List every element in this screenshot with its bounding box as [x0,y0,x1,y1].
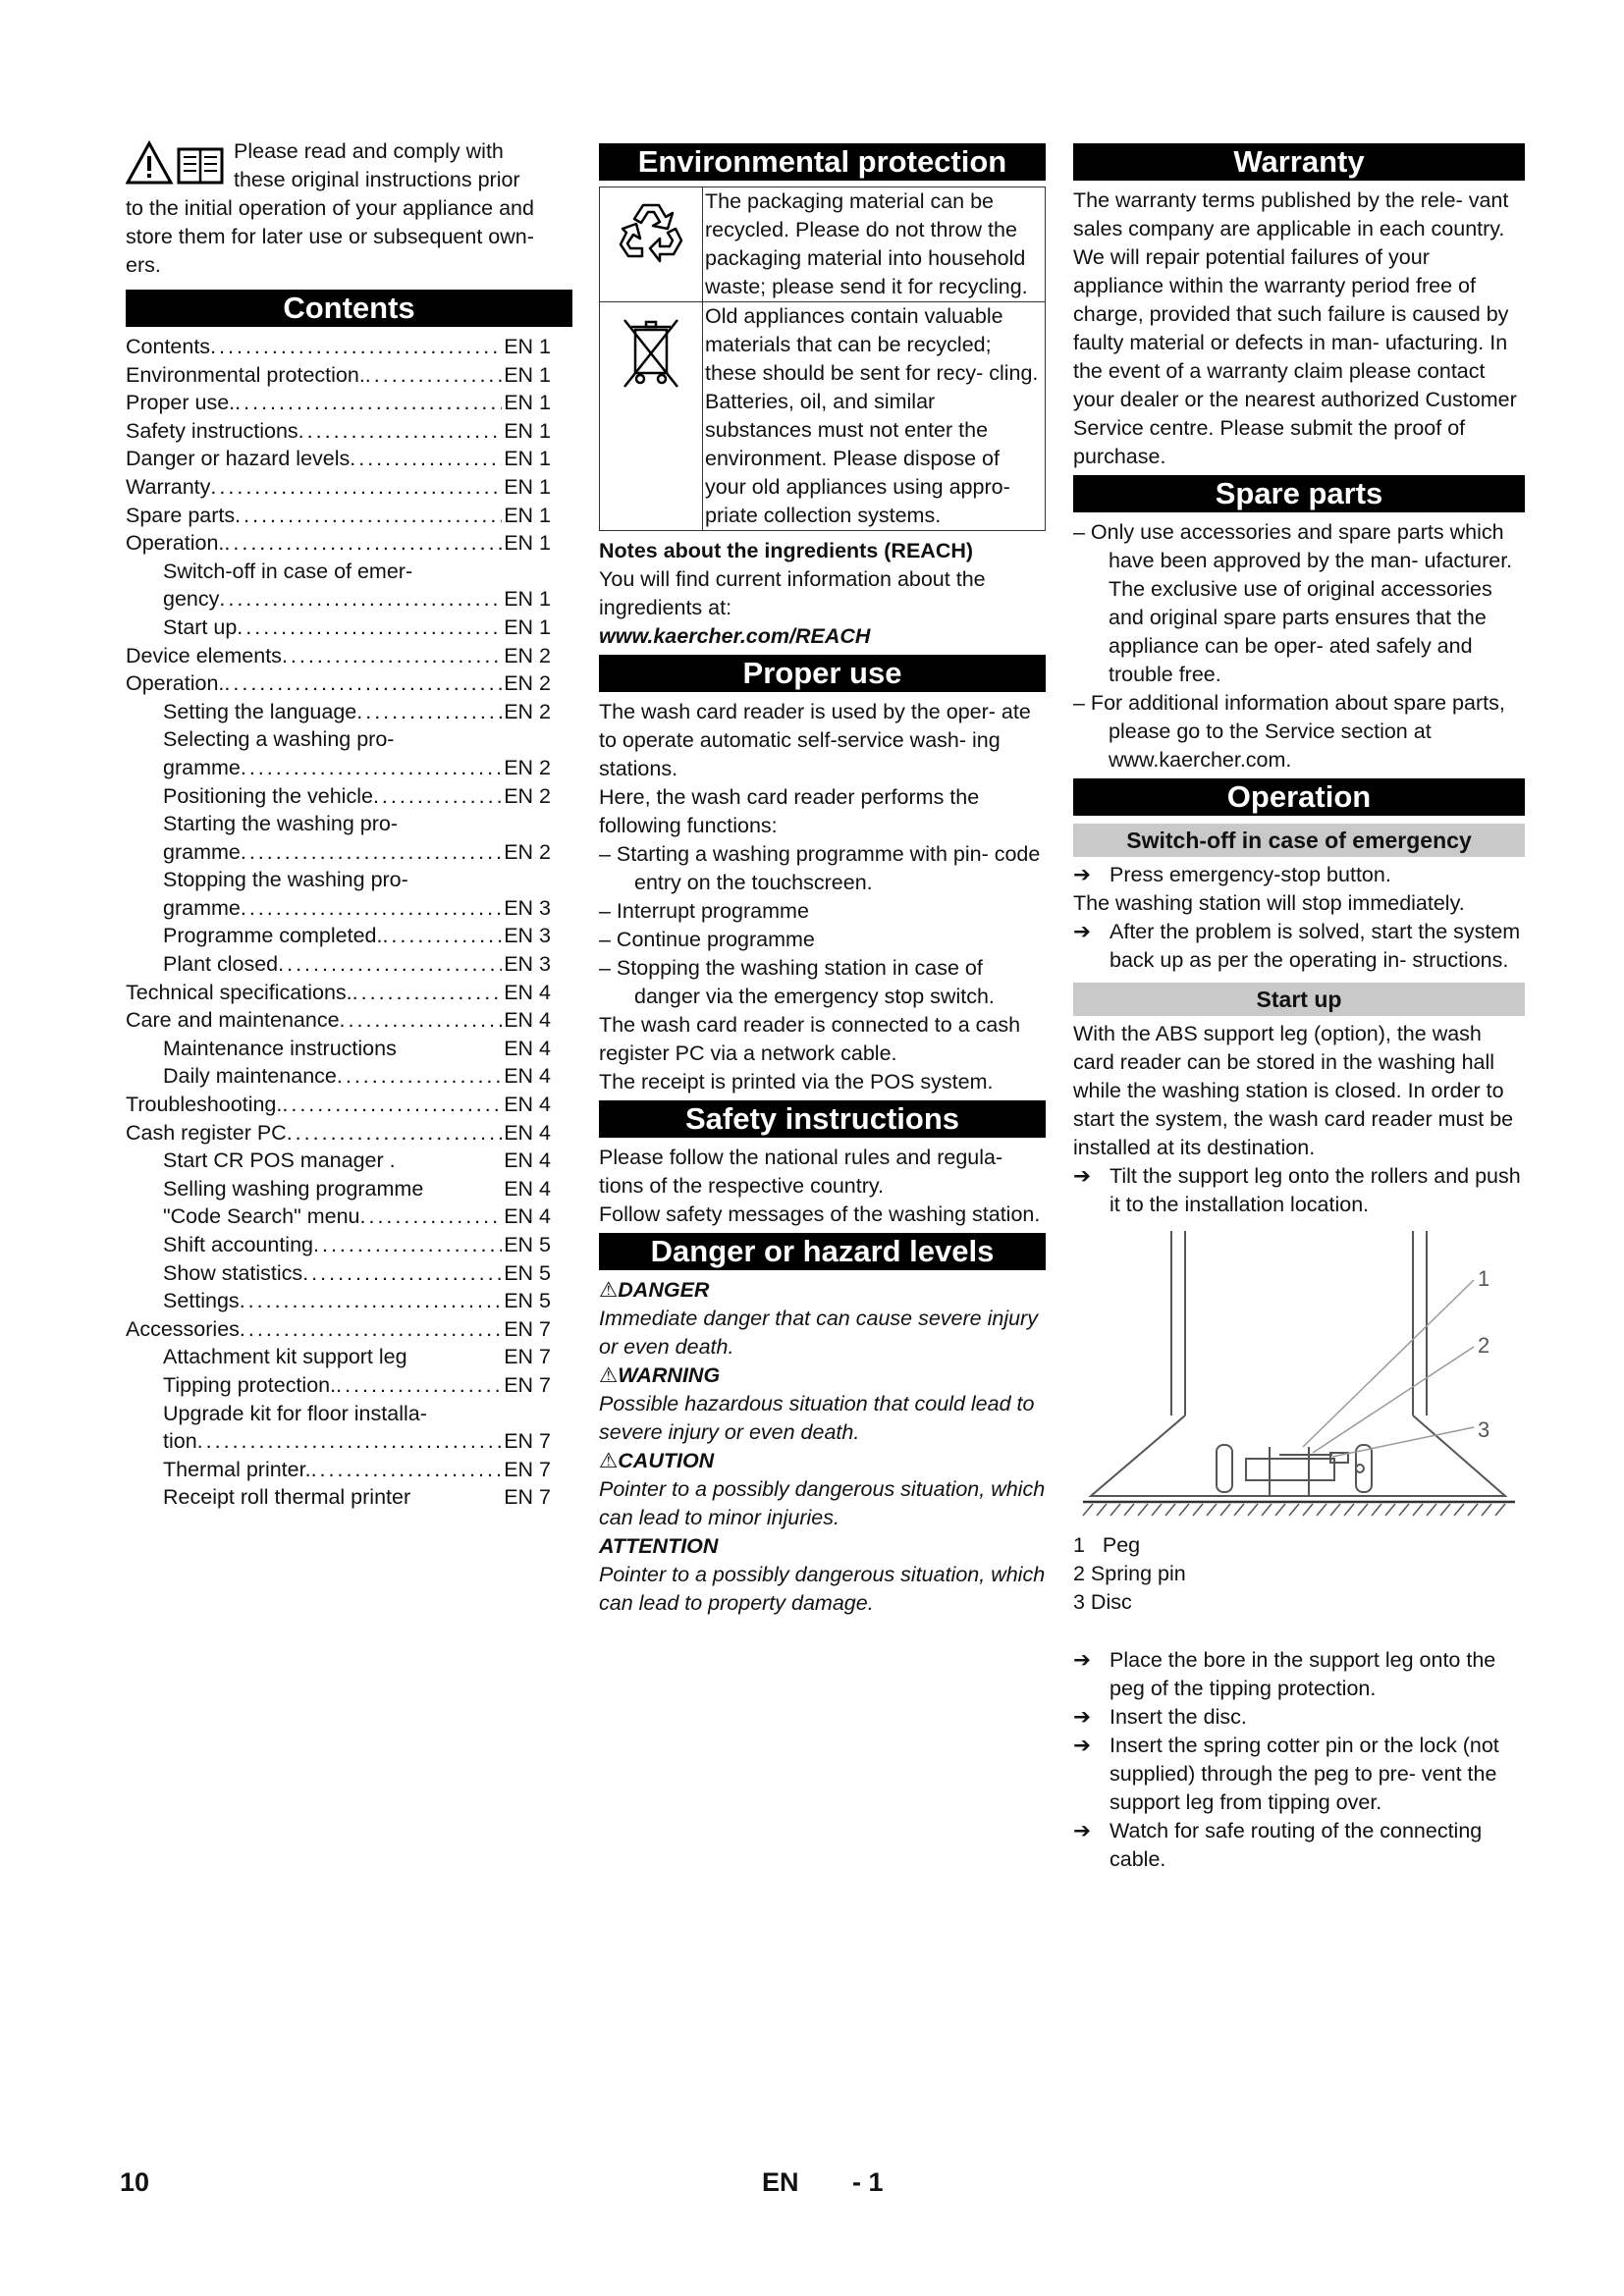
toc-entry-page: EN 7 [504,1345,551,1369]
arrow-icon: ➔ [1073,1164,1092,1188]
toc-entry[interactable] [126,1202,572,1231]
danger-text: Immediate danger that can cause severe injury or even death. [599,1307,1038,1359]
warning-label: ⚠WARNING [599,1363,721,1387]
toc-entry-page: EN 1 [504,587,551,612]
toc-leader-dots [197,1427,503,1456]
install-step: ➔ Insert the spring cotter pin or the lock (not supplied) through the peg to pre- vent the support leg from tipping over. [1073,1734,1499,1814]
toc-entry-page: EN 1 [504,391,551,415]
toc-entry[interactable] [126,389,572,417]
toc-entry[interactable] [126,669,572,698]
toc-entry-label: Spare parts [126,503,236,527]
proper-use-p2: Here, the wash card reader performs the following functions: [599,785,980,837]
footer-section: - 1 [852,2167,884,2197]
toc-entry[interactable] [126,698,572,726]
arrow-icon: ➔ [1073,1734,1092,1757]
reach-heading: Notes about the ingredients (REACH) [599,539,974,562]
toc-leader-dots [224,669,502,698]
proper-use-p1: The wash card reader is used by the oper- ate to operate automatic self-service wash- ing stations. [599,700,1031,780]
toc-entry[interactable] [126,1371,572,1400]
toc-entry[interactable] [126,1091,572,1119]
toc-entry-continued[interactable]: Stopping the washing pro- [163,868,408,892]
toc-leader-dots [210,473,502,502]
toc-entry-page: EN 1 [504,474,551,499]
toc-entry-label: Receipt roll thermal printer [163,1485,411,1510]
operation-heading: Operation [1073,778,1525,816]
startup-subheading: Start up [1073,983,1525,1016]
toc-entry-continued[interactable]: Selecting a washing pro- [163,727,395,752]
toc-entry-page: EN 1 [504,335,551,358]
toc-entry-label: Troubleshooting. [126,1093,283,1117]
toc-entry-page: EN 2 [504,755,551,779]
proper-use-p3: The wash card reader is connected to a cash register PC via a network cable. [599,1013,1021,1065]
toc-entry[interactable] [126,473,572,502]
toc-entry[interactable] [126,1035,572,1063]
toc-entry[interactable] [126,1119,572,1148]
toc-entry-page: EN 3 [504,895,551,920]
toc-entry-label: Care and maintenance [126,1008,340,1033]
arrow-icon: ➔ [1073,863,1092,886]
toc-entry-page: EN 5 [504,1260,551,1285]
toc-entry[interactable] [126,1287,572,1315]
caution-label: ⚠CAUTION [599,1449,715,1472]
warning-book-icon [126,139,234,188]
toc-entry-page: EN 4 [504,1148,551,1173]
arrow-icon: ➔ [1073,1705,1092,1729]
toc-entry-page: EN 4 [504,1176,551,1201]
toc-entry-label: Operation. [126,531,225,556]
callout-2: 2 [1478,1333,1490,1358]
toc-entry-page: EN 4 [504,1120,551,1145]
toc-leader-dots [302,1259,502,1288]
arrow-icon: ➔ [1073,1819,1092,1842]
toc-leader-dots [373,782,502,811]
toc-entry-label: gramme [163,755,241,779]
toc-entry[interactable] [126,1062,572,1091]
toc-entry-label: Plant closed [163,952,279,977]
toc-entry[interactable] [126,361,572,390]
toc-entry[interactable] [126,1315,572,1344]
toc-leader-dots [240,1287,503,1315]
figure-legend [1073,1531,1525,1617]
toc-entry-label: Tipping protection. [163,1372,337,1397]
toc-entry[interactable] [126,1175,572,1203]
toc-entry-label: Attachment kit support leg [163,1345,407,1369]
toc-entry[interactable] [126,1456,572,1484]
support-leg-drawing [1073,1231,1519,1525]
footer-language: EN [762,2167,799,2197]
toc-entry[interactable] [126,1231,572,1259]
spare-parts-item: – For additional information about spare parts, please go to the Service section at www.kaercher.com. [1073,691,1505,772]
startup-text: With the ABS support leg (option), the wash card reader can be stored in the washing hall while the washing station is closed. In order to start the system, the wash card reader must be installed at its destination. [1073,1022,1514,1159]
toc-entry-label: gramme [163,895,241,920]
emergency-step: ➔ Press emergency-stop button. [1073,861,1525,889]
toc-leader-dots [235,502,502,530]
toc-leader-dots [365,361,502,390]
toc-leader-dots [237,614,502,642]
toc-leader-dots [350,445,502,473]
proper-use-item: – Continue programme [599,928,815,951]
toc-entry-page: EN 7 [504,1429,551,1454]
toc-leader-dots [241,754,502,782]
safety-p1: Please follow the national rules and regula- tions of the respective country. [599,1146,1003,1198]
intro-block [126,137,572,280]
safety-heading: Safety instructions [599,1100,1046,1138]
column-right [1073,137,1525,1874]
warning-text: Possible hazardous situation that could lead to severe injury or even death. [599,1392,1035,1444]
toc-entry[interactable] [126,838,572,867]
proper-use-item: – Stopping the washing station in case of danger via the emergency stop switch. [599,956,995,1008]
warranty-text: The warranty terms published by the rele- vant sales company are applicable in each country. We will repair potential failures of your appliance within the warranty period free of charge, provided that such failure is caused by faulty material or defects in man- ufacturing. In the event of a warranty claim please contact your dealer or the nearest authorized Customer Service centre. Please submit the proof of purchase. [1073,188,1517,468]
toc-leader-dots [356,698,502,726]
attention-text: Pointer to a possibly dangerous situation, which can lead to property damage. [599,1563,1046,1615]
intro-icons [126,139,234,188]
env-row-disposal [600,302,1045,530]
toc-entry[interactable] [126,979,572,1007]
toc-leader-dots [282,1091,502,1119]
install-step: ➔ Place the bore in the support leg onto the peg of the tipping protection. [1073,1648,1496,1700]
toc-entry-page: EN 2 [504,839,551,864]
toc-entry-label: Start CR POS manager . [163,1148,396,1173]
toc-entry-continued[interactable]: Upgrade kit for floor installa- [163,1401,427,1425]
contents-heading: Contents [126,290,572,327]
toc-entry[interactable] [126,585,572,614]
proper-use-heading: Proper use [599,655,1046,692]
environmental-table [599,187,1046,531]
env-recycling-text: The packaging material can be recycled. Please do not throw the packaging material into household waste; please send it for recycling. [705,189,1028,298]
toc-entry-page: EN 4 [504,1008,551,1033]
toc-entry-label: Maintenance instructions [163,1036,397,1060]
toc-entry-page: EN 4 [504,1204,551,1229]
toc-entry-continued[interactable]: Switch-off in case of emer- [163,559,413,583]
toc-entry[interactable] [126,333,572,361]
attention-label: ATTENTION [599,1534,719,1558]
page-number: 10 [120,2167,150,2197]
toc-entry-label: Thermal printer. [163,1457,311,1481]
toc-leader-dots [241,894,502,923]
toc-leader-dots [287,1119,502,1148]
toc-entry[interactable] [126,614,572,642]
toc-entry-page: EN 1 [504,447,551,471]
toc-entry-label: "Code Search" menu [163,1204,360,1229]
toc-entry-label: Contents [126,335,211,358]
toc-entry-label: gramme [163,839,241,864]
toc-entry-page: EN 4 [504,980,551,1004]
recycle-icon [600,187,703,301]
safety-p2: Follow safety messages of the washing station. [599,1202,1041,1226]
toc-entry-label: Start up [163,614,238,639]
toc-entry-label: Daily maintenance [163,1064,337,1089]
environmental-heading: Environmental protection [599,143,1046,181]
column-left [126,137,572,1512]
toc-entry-label: Settings [163,1289,240,1313]
toc-entry-page: EN 2 [504,671,551,696]
toc-entry-label: Technical specifications. [126,980,352,1004]
toc-entry[interactable] [126,1259,572,1288]
toc-entry[interactable] [126,529,572,558]
toc-entry-label: Cash register PC [126,1120,287,1145]
toc-entry-page: EN 1 [504,418,551,443]
toc-leader-dots [352,979,503,1007]
toc-leader-dots [278,950,502,979]
startup-step: ➔ Tilt the support leg onto the rollers and push it to the installation location. [1073,1164,1521,1216]
toc-entry[interactable] [126,642,572,670]
toc-entry-page: EN 7 [504,1457,551,1481]
spare-parts-heading: Spare parts [1073,475,1525,512]
toc-entry-label: Device elements [126,643,282,667]
toc-entry[interactable] [126,1427,572,1456]
toc-entry-label: Positioning the vehicle [163,783,373,808]
toc-entry[interactable] [126,1006,572,1035]
toc-entry-label: Accessories [126,1316,240,1341]
emergency-text: The washing station will stop immediately. [1073,891,1465,915]
toc-entry-page: EN 2 [504,643,551,667]
toc-entry-label: gency [163,587,220,612]
toc-leader-dots [337,1062,502,1091]
emergency-step: ➔ After the problem is solved, start the system back up as per the operating in- structions. [1073,920,1521,972]
toc-leader-dots [219,585,502,614]
toc-entry-page: EN 1 [504,362,551,387]
callout-1: 1 [1478,1266,1490,1291]
toc-entry-page: EN 3 [504,924,551,948]
spare-parts-item: – Only use accessories and spare parts which have been approved by the man- ufacturer. The exclusive use of original accessories and original spare parts ensures that the appliance can be oper- ated safely and trouble free. [1073,520,1513,686]
callout-3: 3 [1478,1417,1490,1442]
intro-rest: to the initial operation of your appliance and store them for later use or subsequent own- ers. [126,196,534,277]
toc-entry-label: Setting the language [163,699,357,723]
toc-entry-page: EN 3 [504,952,551,977]
crossed-bin-icon [600,302,703,530]
column-middle [599,137,1046,1618]
legend-item: 1 Peg [1073,1533,1141,1557]
toc-entry-page: EN 5 [504,1289,551,1313]
caution-text: Pointer to a possibly dangerous situation, which can lead to minor injuries. [599,1477,1046,1529]
toc-entry-page: EN 2 [504,699,551,723]
toc-entry-page: EN 4 [504,1064,551,1089]
toc-leader-dots [360,1202,503,1231]
toc-entry-page: EN 4 [504,1093,551,1117]
toc-entry[interactable] [126,445,572,473]
proper-use-item: – Starting a washing programme with pin- code entry on the touchscreen. [599,842,1041,894]
toc-leader-dots [240,1315,502,1344]
intro-line2: these original instructions prior [234,168,520,191]
toc-entry-label: Programme completed. [163,924,383,948]
toc-leader-dots [298,417,503,446]
toc-entry[interactable] [126,922,572,950]
toc-entry-label: Selling washing programme [163,1176,424,1201]
toc-entry-label: Environmental protection. [126,362,365,387]
legend-item: 3 Disc [1073,1590,1132,1614]
install-step: ➔ Watch for safe routing of the connecting cable. [1073,1819,1483,1871]
emergency-subheading: Switch-off in case of emergency [1073,824,1525,857]
toc-leader-dots [311,1456,503,1484]
reach-text: You will find current information about the ingredients at: [599,567,986,619]
proper-use-item: – Interrupt programme [599,899,809,923]
toc-leader-dots [224,529,502,558]
toc-leader-dots [210,333,502,361]
toc-entry-continued[interactable]: Starting the washing pro- [163,812,399,836]
support-leg-figure [1073,1231,1519,1525]
warranty-heading: Warranty [1073,143,1525,181]
toc-entry[interactable] [126,417,572,446]
toc-entry-page: EN 1 [504,531,551,556]
toc-entry-label: Shift accounting [163,1233,313,1256]
toc-entry-page: EN 7 [504,1316,551,1341]
intro-line1: Please read and comply with [234,139,504,163]
toc-entry-label: Warranty [126,474,211,499]
arrow-icon: ➔ [1073,1648,1092,1672]
proper-use-p4: The receipt is printed via the POS system. [599,1070,994,1094]
toc-leader-dots [241,838,502,867]
toc-leader-dots [336,1371,502,1400]
toc-entry-label: Danger or hazard levels [126,447,351,471]
danger-label: ⚠DANGER [599,1278,710,1302]
toc-entry-label: Safety instructions [126,418,298,443]
legend-item: 2 Spring pin [1073,1562,1186,1585]
toc-entry[interactable] [126,894,572,923]
toc-entry[interactable] [126,1483,572,1512]
toc-leader-dots [382,922,502,950]
toc-entry-page: EN 7 [504,1372,551,1397]
toc-entry-page: EN 7 [504,1485,551,1510]
toc-entry[interactable] [126,782,572,811]
arrow-icon: ➔ [1073,920,1092,943]
env-row-recycling [600,187,1045,302]
toc-entry-label: Proper use. [126,391,236,415]
toc-entry[interactable] [126,502,572,530]
toc-entry[interactable] [126,1147,572,1175]
table-of-contents [126,333,572,1512]
danger-heading: Danger or hazard levels [599,1233,1046,1270]
toc-entry-page: EN 4 [504,1036,551,1060]
env-disposal-text: Old appliances contain valuable materials that can be recycled; these should be sent for recy- cling. Batteries, oil, and similar substances must not enter the environment. Please dispose of your old appliances using appro- priate collection systems. [705,304,1039,527]
toc-leader-dots [313,1231,502,1259]
toc-entry-label: Operation. [126,671,225,696]
toc-leader-dots [282,642,502,670]
toc-entry-page: EN 1 [504,614,551,639]
toc-entry-page: EN 2 [504,783,551,808]
toc-entry-page: EN 5 [504,1233,551,1256]
toc-entry[interactable] [126,754,572,782]
toc-leader-dots [235,389,502,417]
reach-url[interactable]: www.kaercher.com/REACH [599,624,871,648]
toc-leader-dots [340,1006,503,1035]
toc-entry[interactable] [126,950,572,979]
toc-entry-page: EN 1 [504,503,551,527]
toc-entry-label: Show statistics [163,1260,303,1285]
install-step: ➔ Insert the disc. [1073,1703,1525,1732]
toc-entry[interactable] [126,1343,572,1371]
toc-entry-label: tion [163,1429,197,1454]
